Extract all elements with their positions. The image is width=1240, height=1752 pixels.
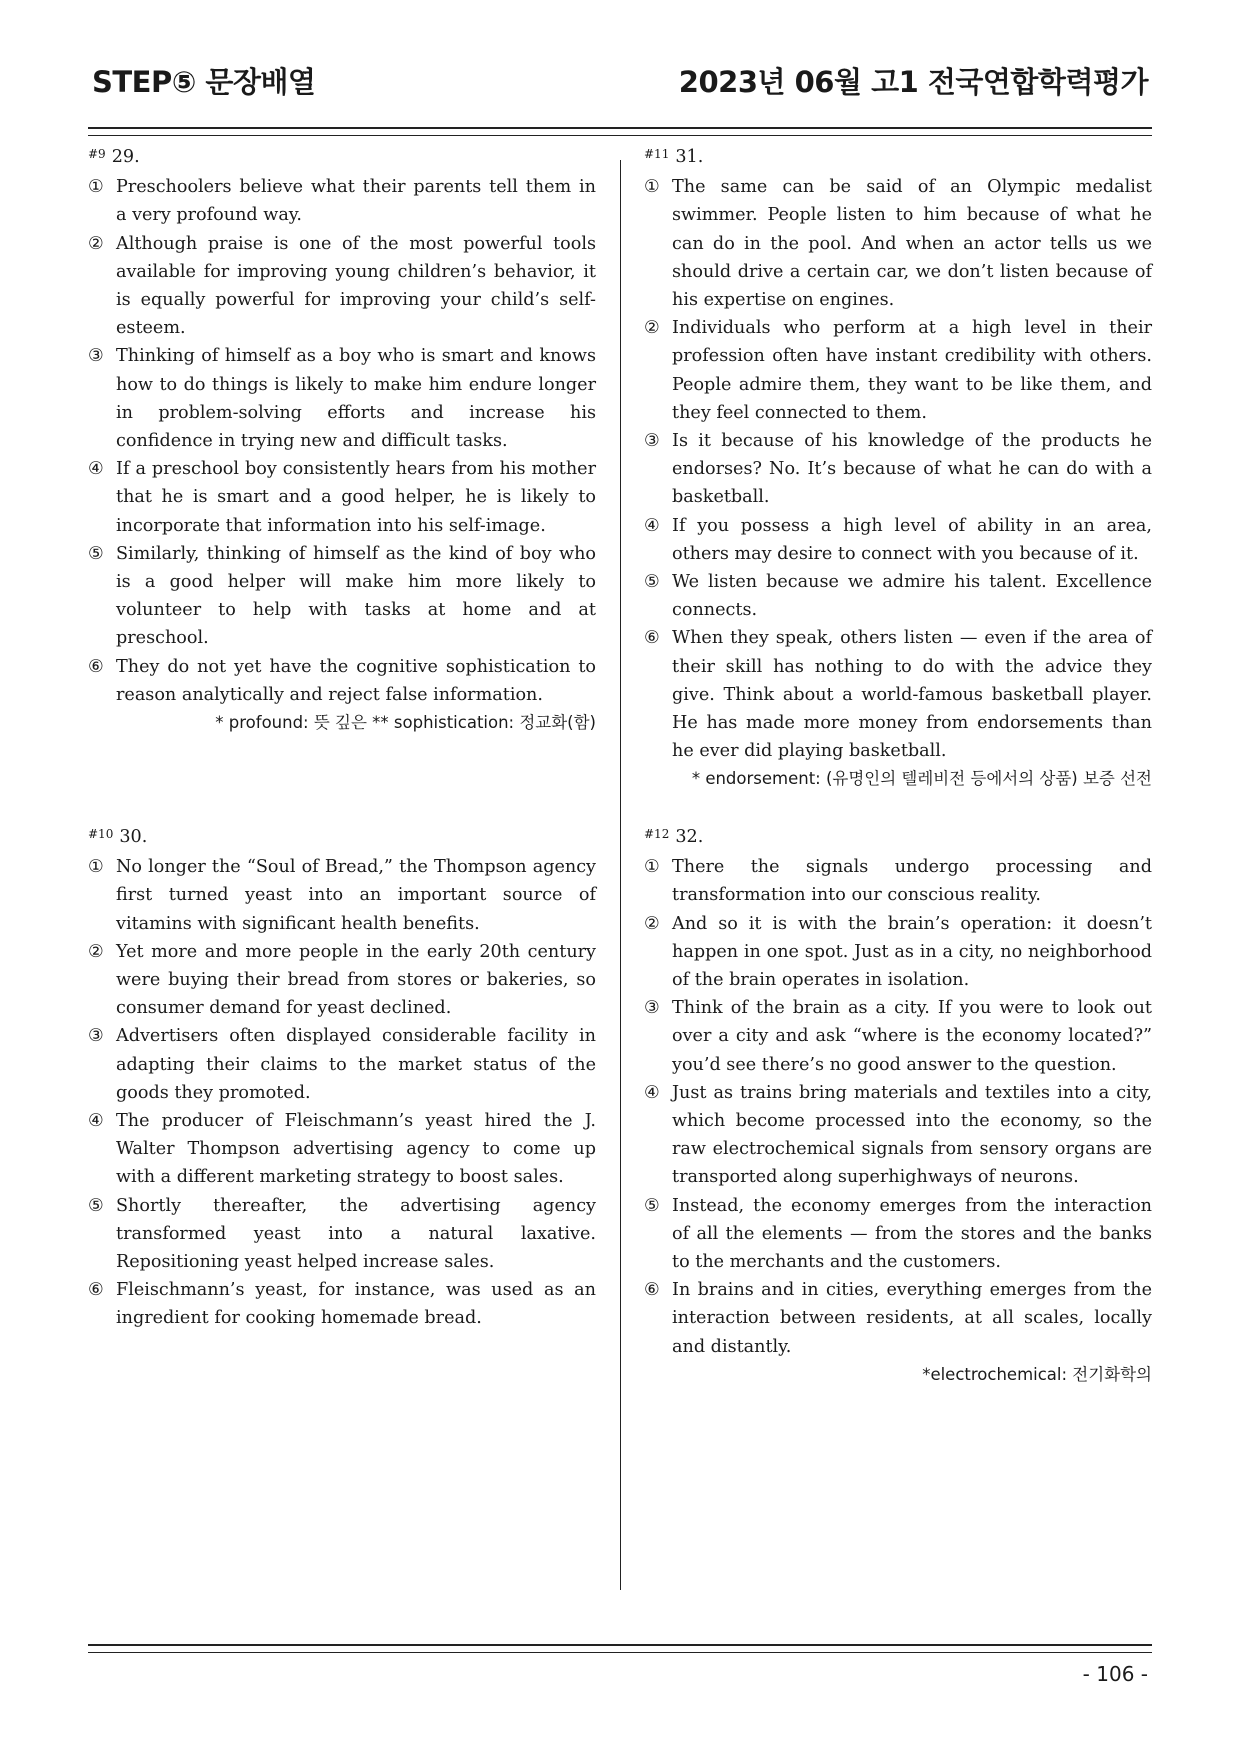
sentence-marker: ③ xyxy=(88,346,104,367)
sentence-text: No longer the “Soul of Bread,” the Thompson agency first turned yeast into an important source of vitamins with significant health benefits. xyxy=(116,857,596,934)
sentence-text: Although praise is one of the most powerful tools available for improving young children’s behavior, it is equally powerful for improving your child’s self-esteem. xyxy=(116,233,596,339)
sentence-item xyxy=(88,455,596,540)
sentence-text: Think of the brain as a city. If you were to look out over a city and ask “where is the economy located?” you’d see there’s no good answer to the question. xyxy=(672,998,1152,1075)
vocabulary-note: * endorsement: (유명인의 텔레비전 등에서의 상품) 보증 선전 xyxy=(691,769,1152,789)
sentence-marker: ① xyxy=(644,177,660,198)
sentence-text: Instead, the economy emerges from the interaction of all the elements — from the stores and the banks to the merchants and the customers. xyxy=(672,1195,1152,1273)
sentence-item xyxy=(88,540,596,653)
sentence-item xyxy=(644,910,1152,995)
sentence-marker: ⑤ xyxy=(88,543,104,564)
column-divider xyxy=(620,160,621,1590)
sentence-marker: ⑤ xyxy=(644,572,660,593)
sentence-marker: ⑥ xyxy=(88,656,104,677)
sentence-marker: ① xyxy=(88,177,104,198)
sentence-text: If you possess a high level of ability in an area, others may desire to connect with you because of it. xyxy=(672,515,1152,564)
exam-title: 2023년 06월 고1 전국연합학력평가 xyxy=(678,65,1148,99)
sentence-text: The same can be said of an Olympic medalist swimmer. People listen to him because of what he can do in the pool. And when an actor tells us we should drive a certain car, we don’t listen because of his expertise on engines. xyxy=(672,177,1152,311)
sentence-text: Is it because of his knowledge of the products he endorses? No. It’s because of what he can do with a basketball. xyxy=(672,431,1152,508)
sentence-item xyxy=(644,1276,1152,1361)
question-31 xyxy=(644,140,1152,794)
sentence-text: And so it is with the brain’s operation: it doesn’t happen in one spot. Just as in a city, no neighborhood of the brain operates in isolation. xyxy=(672,913,1152,991)
sentence-item xyxy=(644,853,1152,909)
sentence-marker: ① xyxy=(88,857,104,878)
sentence-item xyxy=(88,1192,596,1277)
sentence-text: Fleischmann’s yeast, for instance, was used as an ingredient for cooking homemade bread. xyxy=(116,1280,596,1329)
sentence-marker: ④ xyxy=(88,459,104,480)
sentence-item xyxy=(644,173,1152,314)
sentence-text: In brains and in cities, everything emerges from the interaction between residents, at all scales, locally and distantly. xyxy=(672,1280,1152,1357)
question-32 xyxy=(644,820,1152,1389)
sentence-marker: ③ xyxy=(644,998,660,1019)
vocabulary-note: * profound: 뜻 깊은 ** sophistication: 정교화(함) xyxy=(215,713,596,733)
question-number xyxy=(644,140,1152,171)
question-number-label: 32. xyxy=(675,827,704,847)
sentence-text: Thinking of himself as a boy who is smart and knows how to do things is likely to make him endure longer in problem-solving efforts and increase his confidence in trying new and difficult tasks. xyxy=(116,346,596,452)
sentence-item xyxy=(644,314,1152,427)
vocabulary-note: *electrochemical: 전기화학의 xyxy=(922,1364,1152,1384)
question-tag: #9 xyxy=(88,147,106,161)
sentence-text: We listen because we admire his talent. Excellence connects. xyxy=(672,572,1152,621)
sentence-text: Yet more and more people in the early 20th century were buying their bread from stores or bakeries, so consumer demand for yeast declined. xyxy=(116,941,596,1019)
sentence-marker: ⑥ xyxy=(88,1280,104,1301)
question-tag: #12 xyxy=(644,827,670,841)
page-number: - 106 - xyxy=(1082,1662,1148,1686)
sentence-marker: ⑤ xyxy=(88,1195,104,1216)
sentence-text: Just as trains bring materials and textiles into a city, which become processed into the economy, so the raw electrochemical signals from sensory organs are transported along superhighways of neurons. xyxy=(672,1082,1152,1188)
sentence-marker: ③ xyxy=(88,1026,104,1047)
sentence-item xyxy=(644,994,1152,1079)
question-number xyxy=(88,820,596,851)
sentence-text: Advertisers often displayed considerable facility in adapting their claims to the market status of the goods they promoted. xyxy=(116,1026,596,1103)
sentence-item xyxy=(644,624,1152,765)
sentence-item xyxy=(88,1107,596,1192)
sentence-marker: ⑤ xyxy=(644,1195,660,1216)
question-number xyxy=(88,140,596,171)
sentence-item xyxy=(644,1192,1152,1277)
sentence-marker: ② xyxy=(644,913,660,934)
sentence-item xyxy=(644,512,1152,568)
question-29 xyxy=(88,140,596,737)
sentence-marker: ① xyxy=(644,857,660,878)
sentence-marker: ④ xyxy=(644,1082,660,1103)
sentence-marker: ② xyxy=(88,233,104,254)
sentence-text: Individuals who perform at a high level in their profession often have instant credibility with others. People admire them, they want to be like them, and they feel connected to them. xyxy=(672,318,1152,423)
question-tag: #10 xyxy=(88,827,114,841)
sentence-item xyxy=(644,568,1152,624)
sentence-marker: ⑥ xyxy=(644,628,660,649)
sentence-marker: ② xyxy=(644,318,660,339)
question-tag: #11 xyxy=(644,147,670,161)
sentence-item xyxy=(88,653,596,709)
footer-rule xyxy=(88,1644,1152,1653)
question-number-label: 29. xyxy=(111,147,140,167)
question-number xyxy=(644,820,1152,851)
sentence-marker: ④ xyxy=(644,515,660,536)
question-30 xyxy=(88,820,596,1333)
sentence-marker: ③ xyxy=(644,431,660,452)
sentence-item xyxy=(88,173,596,229)
sentence-item xyxy=(88,938,596,1023)
sentence-text: The producer of Fleischmann’s yeast hired the J. Walter Thompson advertising agency to come up with a different marketing strategy to boost sales. xyxy=(116,1111,596,1188)
header-rule xyxy=(88,127,1152,136)
sentence-marker: ⑥ xyxy=(644,1280,660,1301)
sentence-text: Preschoolers believe what their parents tell them in a very profound way. xyxy=(116,177,596,226)
sentence-item xyxy=(644,1079,1152,1192)
sentence-item xyxy=(88,1022,596,1107)
sentence-text: When they speak, others listen — even if the area of their skill has nothing to do with the advice they give. Think about a world-famous basketball player. He has made more money from endorsements than he ever did playing basketball. xyxy=(672,628,1152,762)
sentence-item xyxy=(88,230,596,343)
sentence-text: If a preschool boy consistently hears from his mother that he is smart and a good helper, he is likely to incorporate that information into his self-image. xyxy=(116,459,596,536)
sentence-item xyxy=(644,427,1152,512)
sentence-item xyxy=(88,853,596,938)
sentence-marker: ② xyxy=(88,941,104,962)
sentence-text: Similarly, thinking of himself as the kind of boy who is a good helper will make him more likely to volunteer to help with tasks at home and at preschool. xyxy=(116,543,596,649)
section-title: STEP⑤ 문장배열 xyxy=(92,65,316,99)
sentence-marker: ④ xyxy=(88,1111,104,1132)
sentence-text: They do not yet have the cognitive sophistication to reason analytically and reject false information. xyxy=(116,656,596,705)
sentence-text: There the signals undergo processing and transformation into our conscious reality. xyxy=(672,857,1152,906)
question-number-label: 31. xyxy=(675,147,704,167)
question-number-label: 30. xyxy=(119,827,148,847)
sentence-text: Shortly thereafter, the advertising agency transformed yeast into a natural laxative. Repositioning yeast helped increase sales. xyxy=(116,1195,596,1273)
sentence-item xyxy=(88,1276,596,1332)
sentence-item xyxy=(88,342,596,455)
